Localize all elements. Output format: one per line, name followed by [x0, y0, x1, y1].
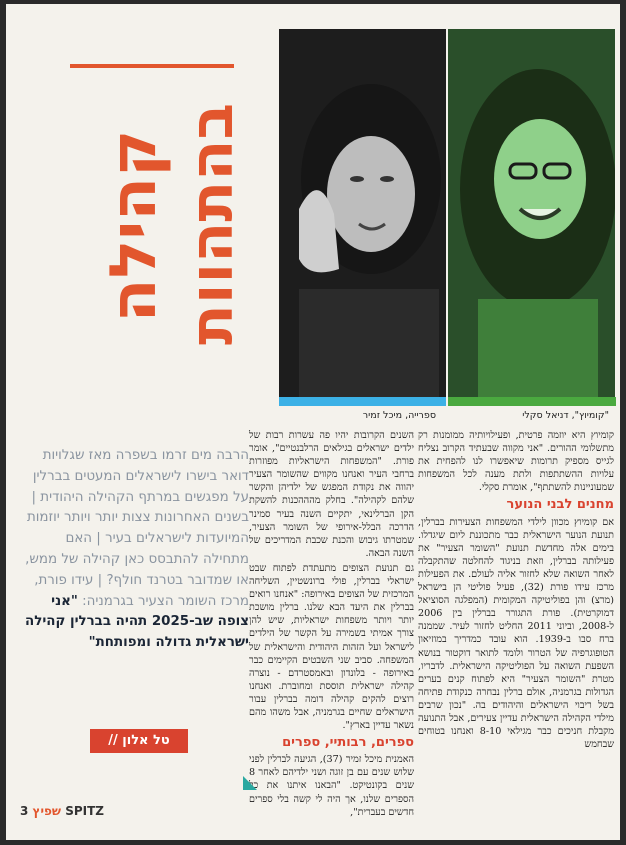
- caption-bar-right: [448, 397, 616, 406]
- photo-michal-zamir: [279, 29, 446, 397]
- paragraph: קומיוץ היא יוזמה פרטית, ופעילויותיה ממומנות רק מתשלומי ההורים. "אני מקווה שבעתיד הקרוב נצליח לגייס מספיק תרומות שיאפשרו לנו להפחית את עלויות ההשתתפות ולתת מענה לכל המשפחות שמעוניינות להשתתף", אומרת סקלי.: [418, 430, 614, 494]
- subheading-youth: מחנים לבני הנוער: [506, 497, 614, 513]
- intro-lead: הרבה מים זרמו בשפרה מאז שגלויות דואר בישרו לישראלים המעטים בברלין על מפגשים במרתף הקהילה היהודית | בשנים האחרונות צצות יותר ויותר יוזמות המיועדות לישראלים בעיר | האם מתחילה להתבסס כאן קהילה של ממש, או שמדובר בטרנד חולף? | עידו פורת, מרכז השומר הצעיר בגרמניה:: [25, 448, 249, 609]
- photo-caption-right: "קומיוץ", דניאל סקלי: [522, 410, 609, 421]
- magazine-page: [6, 4, 620, 840]
- article-title: [34, 74, 247, 434]
- paragraph: השנים הקרובות יהיו פה עשרות רבות של ילדים ישראלים בגילאים הרלבנטיים", אומר פורת. "המשפחות הישראליות מפוזרות ברחבי העיר ואנחנו מקווים שהשומר הצעיר יהווה את נקודת המפגש של ילדיהן והקשר שלהם לקהילה". בחלק מהההכנות להשקת הקן הברלינאי, יתקיים השנה בעיר סמינר הדרכה הבלל-אירופי של השומר הצעיר, שמטרתו גיבוש והכנת שכבת המדריכים של השנה הבאה.: [249, 430, 414, 559]
- photo-caption-left: ספרייה, מיכל זמיר: [362, 410, 436, 421]
- caption-bar-left: [279, 397, 446, 406]
- intro-quote: "אני צופה שב-2025 תהיה בברלין קהילה ישראלית גדולה ומפותחת": [25, 593, 249, 651]
- article-intro: [24, 446, 249, 654]
- portrait-right-graphic: [448, 29, 615, 397]
- photo-daniel-sekli: [448, 29, 615, 397]
- magazine-name-en: SPITZ: [65, 804, 104, 818]
- magazine-name-he: שפיץ: [32, 804, 62, 818]
- body-column-right: [418, 429, 614, 753]
- paragraph: האמנית מיכל זמיר (37), הגיעה לברלין לפני שלוש שנים עם בן זוגה ושני ילדיהם לאחר 8 שנים בקונטיקט. "הבאנו איתנו את כל הספרים שלנו, אך היה לי קשה בלי ספרים חדשים בעברית",: [249, 754, 415, 818]
- author-byline: טל אלון //: [90, 729, 188, 753]
- paragraph: גם תנועת הצופים מתעתדת לפתוח שבט ישראלי בברלין, פולי ברונשטיין, השליחה המרכזית של הצופים באירופה: "אנחנו רואים בברלין את היעד הבא שלנו. ברלין מושכת יותר ויותר משפחות ישראליות, שיש להן צורך אמיתי בשמירה על הקשר של הילדים לישראל ועל הזהות היהודית והישראלית של המשפחה. סביב שני השבטים הקיימים כבר באירופה - בלונדון ובאמסטרדם - נוצרה קהילה ישראלית תוססת ומחוברת. ואנחנו רוצים להקים קהילה דומה בברלין עבור הישראלים שחיים בגרמניה, אבל משהו מהם נשאר עדיין בארץ".: [249, 562, 414, 732]
- paragraph: אם קומיוץ מכוון לילדי המשפחות הצעירות בברלין, תנועת הנוער הישראלית כבר מתכוננת ליום שיגדלו. בימים אלה מחדשת תנועת "השומר הצעיר" את פעילותה בברלין, וזאת בניגוד להחלטה שהתקבלה לאחר השואה שלא לחזור אליה לעולם. את הפעילות מרכז עידו פורת (32), פעיל פוליטי הן בישראל (מרצ) והן בפוליטיקה המקומית (המפלגה הסוציאל דמוקרטית). פורת התגורר בברלין בין 2006 ל-2008, וביוני 2011 החליט לחזור לעיר. שממנה ברח סבו ב-1939. הוא עובד כמדריך במוזיאון הטופוגרפיה של הטרור ולומד לתואר דוקטור בנושא השפעת השואה על הפוליטיקה הישראלית. לדבריו, מטרת "השומר הצעיר" היא לפתוח קנים בערים הגדולות בגרמניה, אולם ברלין נבחרה כנקודת פתיחה בשל ריבוי הישראלים והיהודים בה. "נכון שרבים מילדי הקהילה הישראלית עדיין צעירים, אבל התנועה מקבלת חניכים כבר מגילאי 8-10 ואנחנו בטוחים שבחמש: [418, 516, 614, 751]
- title-line-2: בהתהוות: [177, 102, 247, 346]
- body-column-left: [249, 429, 414, 821]
- portrait-left-graphic: [279, 29, 446, 397]
- page-footer: [20, 804, 104, 818]
- title-line-1: קהילה: [97, 129, 171, 323]
- continue-marker-icon: [243, 776, 257, 790]
- page-number: 3: [20, 804, 29, 818]
- subheading-books: ספרים, רבותיי, ספרים: [282, 735, 414, 751]
